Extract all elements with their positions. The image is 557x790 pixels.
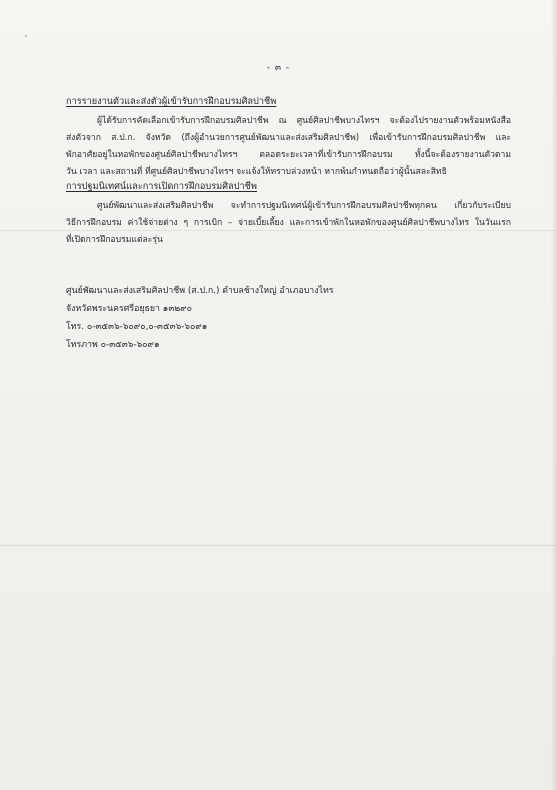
section-orientation xyxy=(66,180,511,249)
scan-speck: ˇ xyxy=(24,35,28,43)
page-number: - ๓ - xyxy=(266,63,291,73)
section-heading: การรายงานตัวและส่งตัวผู้เข้ารับการฝึกอบรมศิลปาชีพ xyxy=(66,96,277,107)
section-paragraph xyxy=(66,198,511,249)
contact-organization: ศูนย์พัฒนาและส่งเสริมศิลปาชีพ (ส.ป.ก.) ตำบลช้างใหญ่ อำเภอบางไทร xyxy=(66,286,334,296)
contact-phone: โทร. ๐-๓๕๓๖-๖๐๙๐,๐-๓๕๓๖-๖๐๙๑ xyxy=(66,322,208,332)
section-reporting xyxy=(66,95,511,181)
paragraph-line: พักอาศัยอยู่ในหอพักของศูนย์ศิลปาชีพบางไทรฯ ตลอดระยะเวลาที่เข้ารับการฝึกอบรม ทั้งนี้จะต้องรายงานตัวตาม xyxy=(66,150,511,160)
paragraph-line: ศูนย์พัฒนาและส่งเสริมศิลปาชีพ จะทำการปฐมนิเทศน์ผู้เข้ารับการฝึกอบรมศิลปาชีพทุกคน เกี่ยวกับระเบียบ xyxy=(97,201,511,211)
section-heading: การปฐมนิเทศน์และการเปิดการฝึกอบรมศิลปาชีพ xyxy=(66,181,257,192)
paragraph-line: ที่เปิดการฝึกอบรมแต่ละรุ่น xyxy=(66,235,163,245)
contact-block xyxy=(66,282,466,354)
paper-fold-line xyxy=(0,545,557,546)
contact-province: จังหวัดพระนครศรีอยุธยา ๑๓๒๙๐ xyxy=(66,304,192,314)
paragraph-line: ผู้ได้รับการคัดเลือกเข้ารับการฝึกอบรมศิลปาชีพ ณ ศูนย์ศิลปาชีพบางไทรฯ จะต้องไปรายงานตัวพร้อมหนังสือ xyxy=(97,116,511,126)
paragraph-line: วัน เวลา และสถานที่ ที่ศูนย์ศิลปาชีพบางไทรฯ จะแจ้งให้ทราบล่วงหน้า หากพ้นกำหนดถือว่าผู้นั้นสละสิทธิ xyxy=(66,167,447,177)
page-edge-shadow xyxy=(551,0,557,790)
section-paragraph xyxy=(66,113,511,181)
paragraph-line: วิธีการฝึกอบรม ค่าใช้จ่ายต่าง ๆ การเบิก – จ่ายเบี้ยเลี้ยง และการเข้าพักในหอพักของศูนย์ศิลปาชีพบางไทร ในวันแรก xyxy=(66,218,511,228)
paragraph-line: ส่งตัวจาก ส.ป.ก. จังหวัด (ถึงผู้อำนวยการศูนย์พัฒนาและส่งเสริมศิลปาชีพ) เพื่อเข้ารับการฝึกอบรมศิลปาชีพ และ xyxy=(66,133,511,143)
contact-fax: โทรภาพ ๐-๓๕๓๖-๖๐๙๑ xyxy=(66,340,160,350)
